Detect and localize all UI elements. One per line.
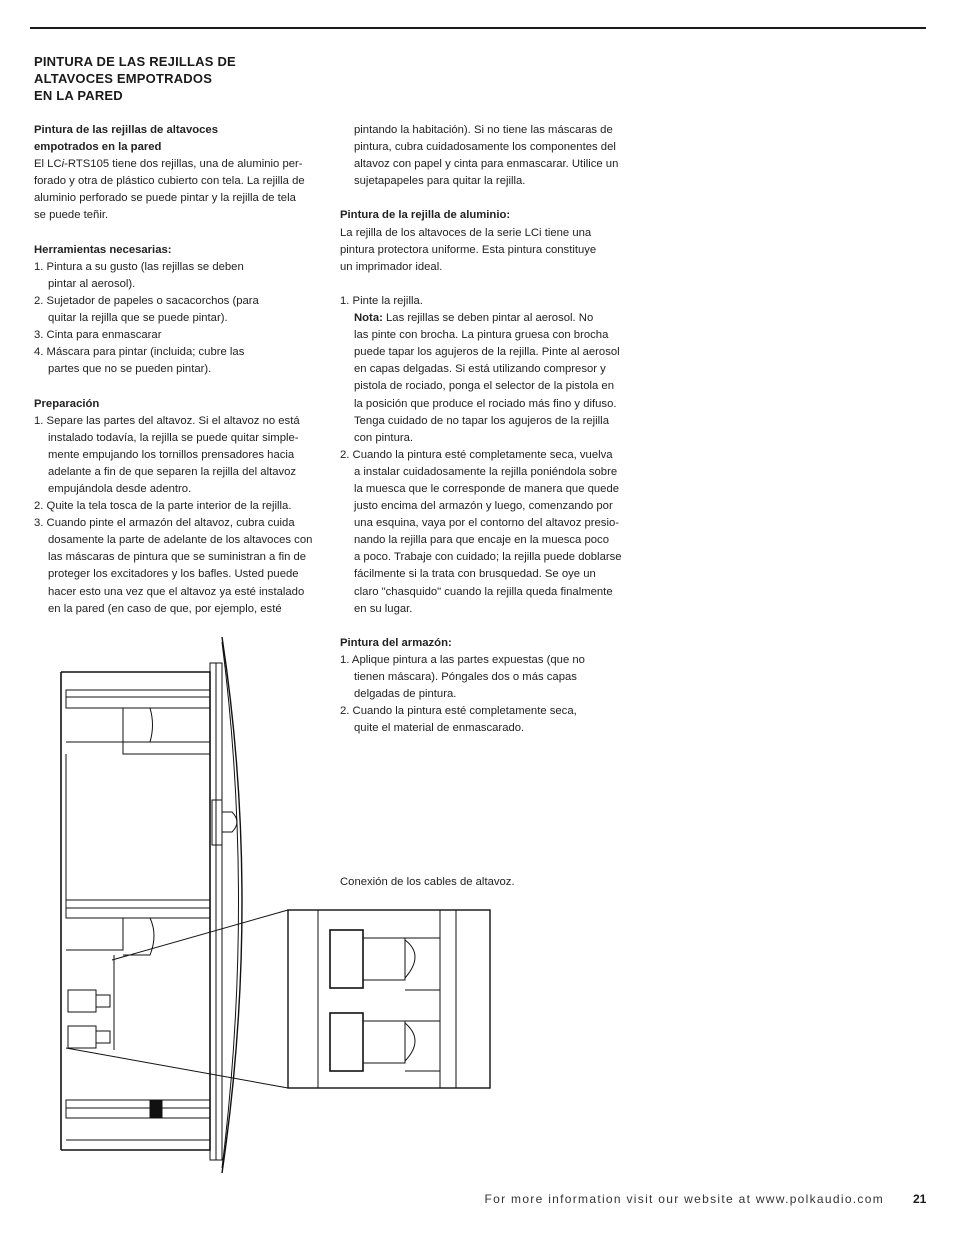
list-line: 2. Sujetador de papeles o sacacorchos (para <box>34 294 259 307</box>
heading-preparation: Preparación <box>34 397 100 410</box>
text-line: claro "chasquido" cuando la rejilla queda finalmente <box>354 585 613 598</box>
list-line: hacer esto una vez que el altavoz ya esté instalado <box>48 585 305 598</box>
text-line: pintura protectora uniforme. Esta pintura constituye <box>340 243 597 256</box>
list-line: 3. Cuando pinte el armazón del altavoz, cubra cuida <box>34 517 295 530</box>
speaker-housing <box>61 672 210 1150</box>
text-line: pistola de rociado, ponga el selector de la pistola en <box>354 380 614 393</box>
intro-text: -RTS105 tiene dos rejillas, una de aluminio per- <box>64 158 303 171</box>
intro-line: forado y otra de plástico cubierto con tela. La rejilla de <box>34 175 305 188</box>
list-line: 2. Quite la tela tosca de la parte interior de la rejilla. <box>34 500 292 513</box>
text-line: las pinte con brocha. La pintura gruesa con brocha <box>354 329 609 342</box>
list-line: partes que no se pueden pintar). <box>48 363 212 376</box>
note-label: Nota: <box>354 312 383 325</box>
section-title-line: PINTURA DE LAS REJILLAS DE <box>34 54 236 69</box>
text-line: con pintura. <box>354 431 414 444</box>
text-line: La rejilla de los altavoces de la serie LCi tiene una <box>340 226 592 239</box>
figure-caption: Conexión de los cables de altavoz. <box>340 876 515 888</box>
detail-connector-top <box>330 930 363 988</box>
text-line: un imprimador ideal. <box>340 260 443 273</box>
text-line: justo encima del armazón y luego, comenzando por <box>354 500 613 513</box>
heading-frame-painting: Pintura del armazón: <box>340 636 452 649</box>
list-line: las máscaras de pintura que se suministran a fin de <box>48 551 307 564</box>
text-line: fácilmente si la trata con brusquedad. Se oye un <box>354 568 596 581</box>
grille-curve <box>222 637 242 1173</box>
list-line: 1. Separe las partes del altavoz. Si el altavoz no está <box>34 414 300 427</box>
bottom-bracket <box>66 1100 210 1118</box>
text-line: en capas delgadas. Si está utilizando compresor y <box>354 363 606 376</box>
list-line: adelante a fin de que separen la rejilla del altavoz <box>48 465 297 478</box>
mid-bracket <box>66 900 210 918</box>
text-line: pintando la habitación). Si no tiene las máscaras de <box>354 124 613 136</box>
text-line: a poco. Trabaje con cuidado; la rejilla puede doblarse <box>354 551 622 564</box>
list-line: 1. Aplique pintura a las partes expuestas (que no <box>340 653 585 666</box>
list-line: dosamente la parte de adelante de los altavoces con <box>48 534 313 547</box>
list-line: instalado todavía, la rejilla se puede quitar simple- <box>48 431 299 444</box>
text-line: Tenga cuidado de no tapar los agujeros de la rejilla <box>354 414 609 427</box>
list-line: proteger los excitadores y los bafles. Usted puede <box>48 568 299 581</box>
note-text: Las rejillas se deben pintar al aerosol. No <box>382 312 594 325</box>
text-line: a instalar cuidadosamente la rejilla poniéndola sobre <box>354 465 618 478</box>
text-line: pintura, cubra cuidadosamente los componentes del <box>354 141 616 154</box>
text-line: en su lugar. <box>354 602 413 615</box>
footer-website: For more information visit our website at www.polkaudio.com <box>484 1192 884 1206</box>
step-1: 1. Pinte la rejilla. <box>340 294 423 307</box>
heading-line: Pintura de las rejillas de altavoces <box>34 124 218 136</box>
list-line: empujándola desde adentro. <box>48 482 192 495</box>
top-bracket <box>66 690 210 708</box>
list-line: pintar al aerosol). <box>48 277 136 290</box>
terminal-bottom <box>68 1026 96 1048</box>
list-line: 1. Pintura a su gusto (las rejillas se deben <box>34 260 244 273</box>
callout-line-bottom <box>66 1048 288 1088</box>
text-line: una esquina, vaya por el contorno del altavoz presio- <box>354 517 620 530</box>
list-line: 4. Máscara para pintar (incluida; cubre las <box>34 346 245 359</box>
list-line: delgadas de pintura. <box>354 688 457 701</box>
list-line: en la pared (en caso de que, por ejemplo, esté <box>48 602 282 615</box>
detail-connector-bottom <box>330 1013 363 1071</box>
terminal-top <box>68 990 96 1012</box>
list-line: quite el material de enmascarado. <box>354 722 525 735</box>
text-line: la muesca que le corresponde de manera que quede <box>354 482 620 495</box>
list-line: 2. Cuando la pintura esté completamente seca, <box>340 705 577 718</box>
intro-italic: i <box>61 158 65 171</box>
section-title-line: EN LA PARED <box>34 88 123 103</box>
text-line: la posición que produce el rociado más fino y difuso. <box>354 397 617 410</box>
list-line: mente empujando los tornillos prensadores hacia <box>48 448 295 461</box>
heading-tools: Herramientas necesarias: <box>34 243 172 256</box>
text-line: 2. Cuando la pintura esté completamente seca, vuelva <box>340 448 613 461</box>
text-line: puede tapar los agujeros de la rejilla. Pinte al aerosol <box>354 346 620 359</box>
text-line: sujetapapeles para quitar la rejilla. <box>354 175 526 188</box>
list-line: quitar la rejilla que se puede pintar). <box>48 312 228 325</box>
mount-screw <box>212 800 222 845</box>
text-line: nando la rejilla para que encaje en la muesca poco <box>354 534 609 547</box>
intro-line: se puede teñir. <box>34 209 109 222</box>
intro-line: aluminio perforado se puede pintar y la rejilla de tela <box>34 192 296 205</box>
list-line: tienen máscara). Póngales dos o más capas <box>354 671 577 683</box>
text-line: altavoz con papel y cinta para enmascarar. Utilice un <box>354 158 619 171</box>
list-line: 3. Cinta para enmascarar <box>34 329 162 342</box>
page-number: 21 <box>913 1192 927 1206</box>
heading-line: empotrados en la pared <box>34 141 162 154</box>
intro-text: El LC <box>34 158 62 171</box>
heading-aluminum-grille: Pintura de la rejilla de aluminio: <box>340 209 511 222</box>
section-title-line: ALTAVOCES EMPOTRADOS <box>34 71 213 86</box>
